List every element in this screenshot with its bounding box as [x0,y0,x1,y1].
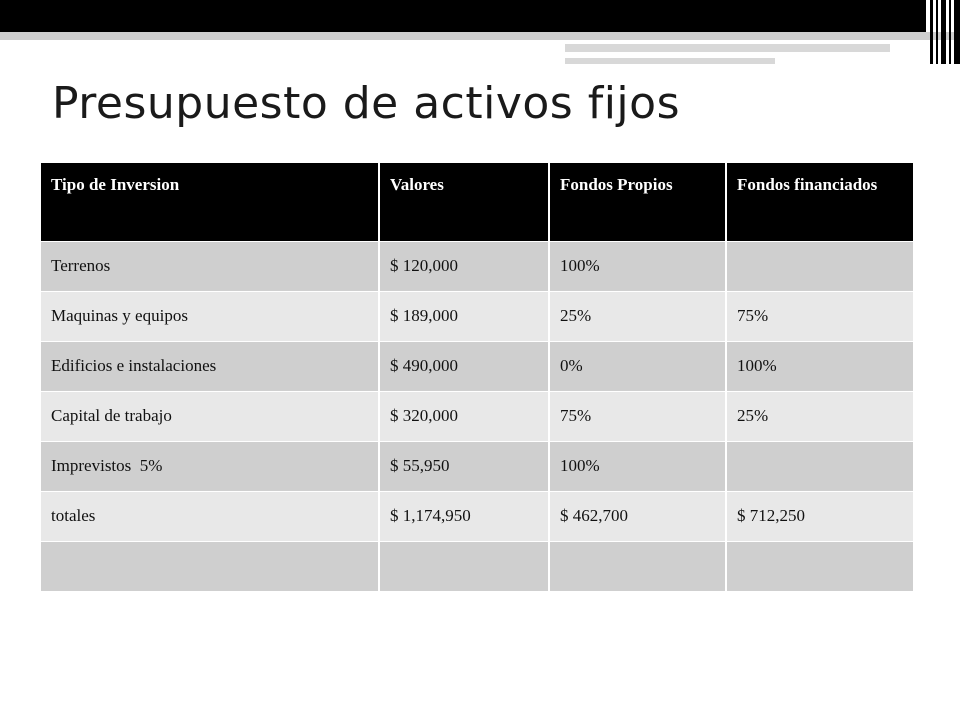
table-row [41,241,913,291]
table-row [41,391,913,441]
budget-table [41,163,913,591]
accent-gray-bar-short [565,58,775,64]
table-cell: $ 712,250 [726,491,913,541]
top-black-bar [0,0,926,32]
top-gray-bar [0,32,960,40]
table-cell: $ 490,000 [379,341,549,391]
table-cell: 25% [549,291,726,341]
table-cell: totales [41,491,379,541]
decorative-stripe [936,0,938,64]
table-cell: Edificios e instalaciones [41,341,379,391]
column-header-tipo: Tipo de Inversion [41,163,379,241]
table-cell [726,441,913,491]
table-row-totales [41,491,913,541]
table-row-empty [41,541,913,591]
table-cell: $ 120,000 [379,241,549,291]
table-cell: Imprevistos 5% [41,441,379,491]
table-cell [549,541,726,591]
decorative-stripe [954,0,960,64]
table-cell: $ 189,000 [379,291,549,341]
table-cell: $ 320,000 [379,391,549,441]
table-cell: 25% [726,391,913,441]
column-header-valores: Valores [379,163,549,241]
table-row [41,341,913,391]
table-cell: Terrenos [41,241,379,291]
decorative-stripe [949,0,951,64]
decorative-stripe [930,0,933,64]
table-cell: 100% [549,441,726,491]
decorative-stripe [941,0,946,64]
table-cell [41,541,379,591]
table-cell: Maquinas y equipos [41,291,379,341]
table-cell: 100% [549,241,726,291]
accent-gray-bar [565,44,890,52]
table-cell: $ 1,174,950 [379,491,549,541]
table-header-row [41,163,913,241]
table-row [41,441,913,491]
table-cell [726,541,913,591]
table-cell: 75% [726,291,913,341]
table-cell: 75% [549,391,726,441]
column-header-fondos-propios: Fondos Propios [549,163,726,241]
table-cell: 0% [549,341,726,391]
table-cell: 100% [726,341,913,391]
table-cell [379,541,549,591]
table-cell: Capital de trabajo [41,391,379,441]
slide-title: Presupuesto de activos fijos [52,78,681,129]
table-row [41,291,913,341]
column-header-fondos-financiados: Fondos financiados [726,163,913,241]
table-cell: $ 55,950 [379,441,549,491]
table-cell: $ 462,700 [549,491,726,541]
table-cell [726,241,913,291]
